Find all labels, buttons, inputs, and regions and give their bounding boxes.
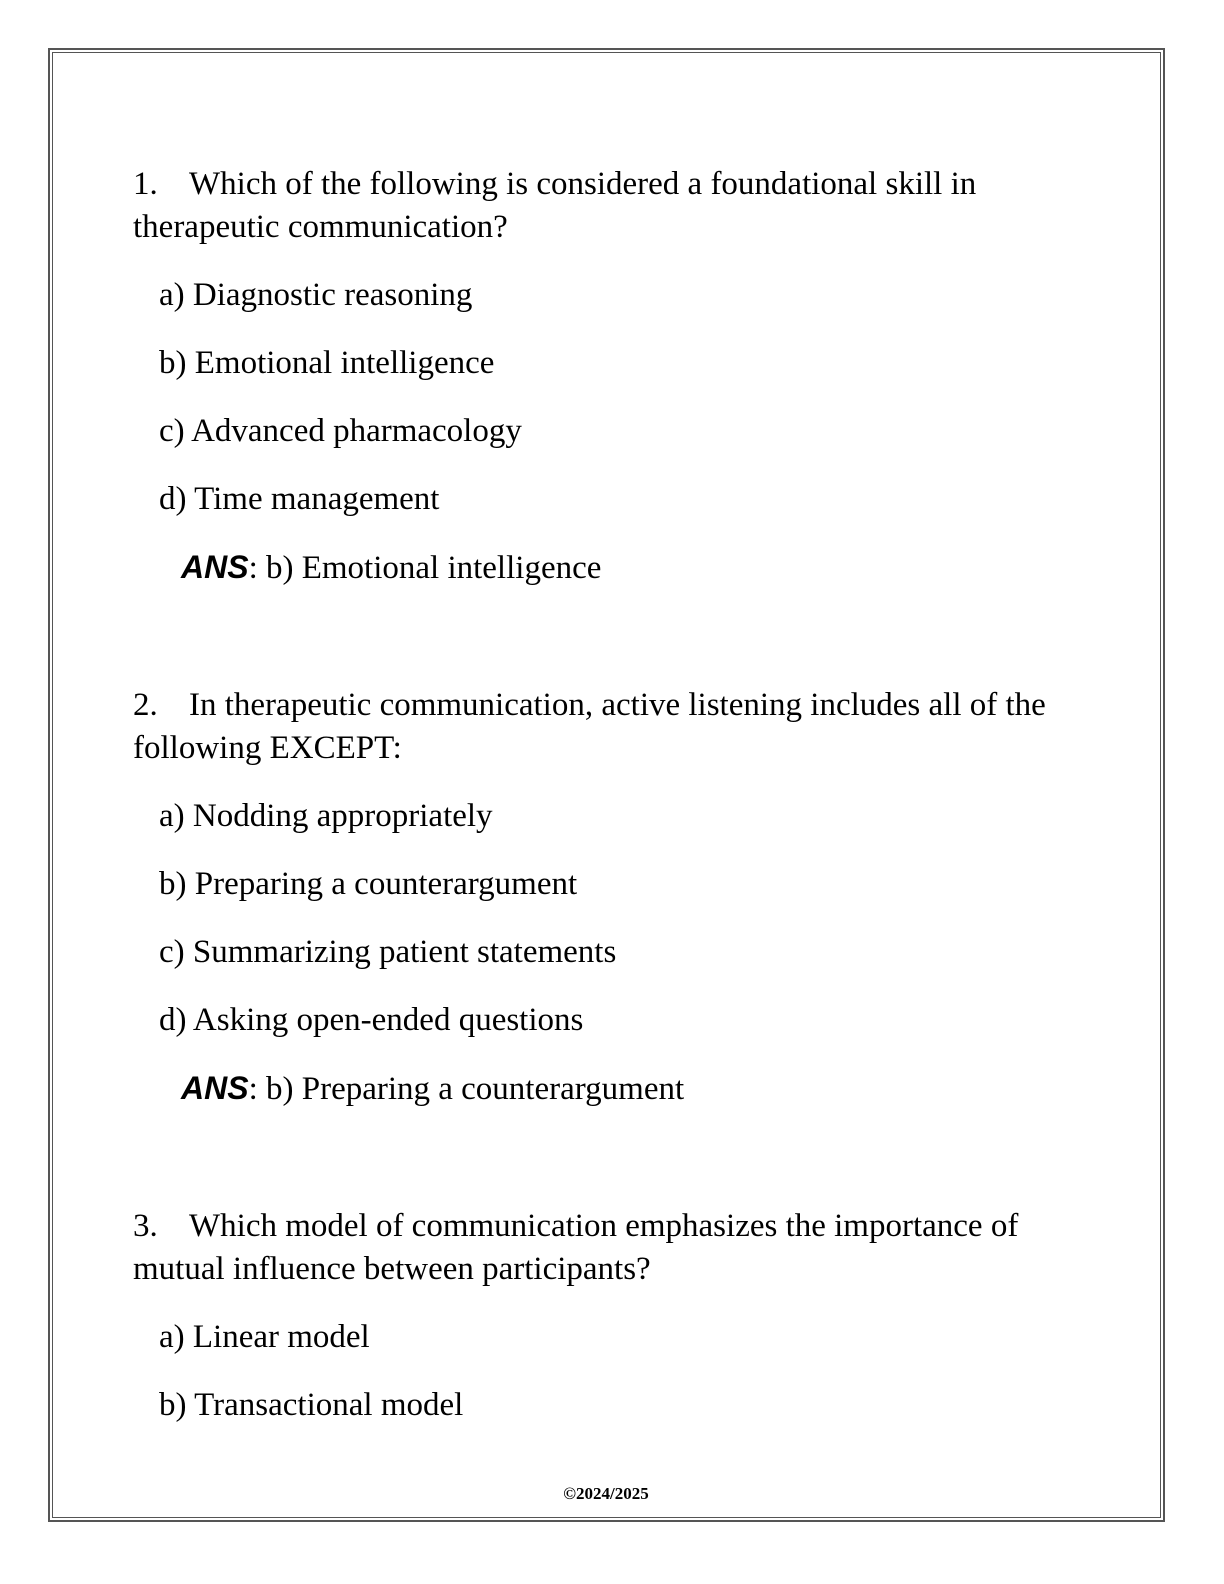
question-2-text: [133, 684, 1093, 770]
question-3-number: 3.: [133, 1208, 158, 1244]
question-1-option-d: d) Time management: [159, 481, 440, 517]
question-3: [133, 1205, 1093, 1427]
question-3-text: [133, 1205, 1093, 1291]
question-2-number: 2.: [133, 687, 158, 723]
question-1-option-c: c) Advanced pharmacology: [159, 413, 522, 449]
copyright-footer: ©2024/2025: [563, 1484, 649, 1503]
question-2-option-c: c) Summarizing patient statements: [159, 934, 617, 970]
question-3-stem: Which model of communication emphasizes the importance of mutual influence between participants?: [133, 1208, 1019, 1287]
question-1-answer: [181, 546, 1093, 590]
question-2-stem: In therapeutic communication, active listening includes all of the following EXCEPT:: [133, 687, 1046, 766]
question-3-option-a: a) Linear model: [159, 1319, 370, 1355]
question-1: [133, 163, 1093, 590]
question-2-answer-text: : b) Preparing a counterargument: [248, 1071, 685, 1107]
question-2-answer: [181, 1067, 1093, 1111]
question-list: [133, 163, 1093, 1427]
question-1-answer-text: : b) Emotional intelligence: [248, 550, 602, 586]
question-1-text: [133, 163, 1093, 249]
question-2: [133, 684, 1093, 1111]
question-1-option-a: a) Diagnostic reasoning: [159, 277, 473, 313]
question-1-stem: Which of the following is considered a foundational skill in therapeutic communication?: [133, 166, 977, 245]
question-1-answer-label: ANS: [181, 549, 249, 585]
question-2-option-b: b) Preparing a counterargument: [159, 866, 578, 902]
question-2-answer-label: ANS: [181, 1070, 249, 1106]
question-3-option-b: b) Transactional model: [159, 1387, 464, 1423]
question-1-option-b: b) Emotional intelligence: [159, 345, 495, 381]
question-1-number: 1.: [133, 166, 158, 202]
question-2-option-d: d) Asking open-ended questions: [159, 1002, 584, 1038]
question-2-option-a: a) Nodding appropriately: [159, 798, 493, 834]
